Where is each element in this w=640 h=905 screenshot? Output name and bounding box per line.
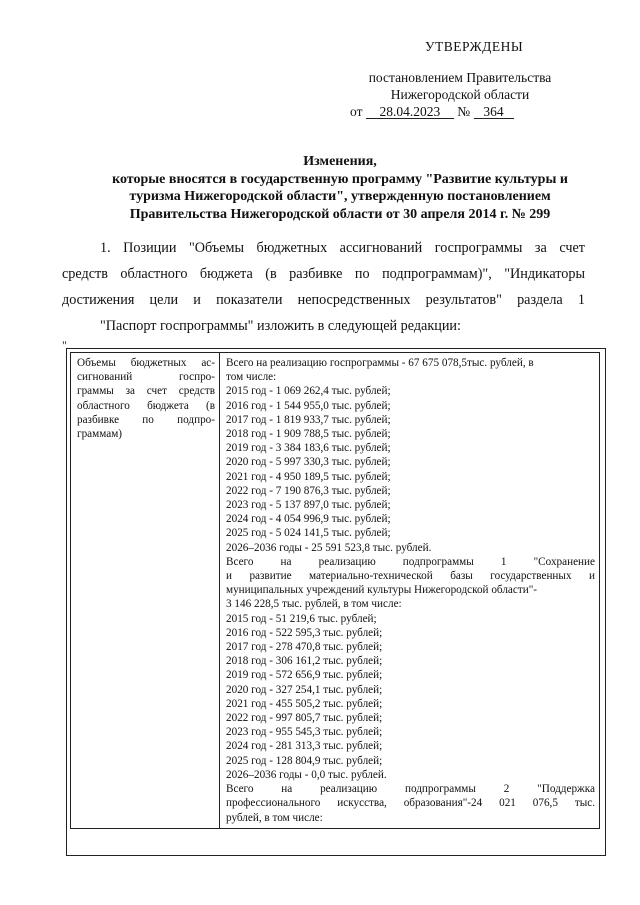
year-line: 2017 год - 1 819 933,7 тыс. рублей; [226, 413, 391, 426]
sub1-line-4: 3 146 228,5 тыс. рублей, в том числе: [226, 598, 402, 611]
approval-line-1: постановлением Правительства [368, 70, 552, 85]
heading-line-1: Изменения, [303, 154, 377, 169]
year-line: 2025 год - 5 024 141,5 тыс. рублей; [226, 527, 391, 540]
approval-date: 28.04.2023 [366, 105, 454, 119]
opening-quote: " [62, 338, 67, 352]
heading-line-2: которые вносятся в государственную программу "Развитие культуры и [112, 171, 568, 187]
year-line: 2022 год - 7 190 876,3 тыс. рублей; [226, 484, 391, 497]
label-line: граммам) [77, 428, 123, 441]
heading-line-4: Правительства Нижегородской области от 30 апреля 2014 г. № 299 [129, 206, 551, 222]
para-line-1: 1. Позиции "Объемы бюджетных ассигнований госпрограммы за счет [100, 240, 585, 256]
total-line-2: том числе: [226, 371, 277, 384]
table-row [71, 353, 600, 829]
label-line: Объемы бюджетных ас- [77, 357, 215, 369]
from-label: от [350, 104, 363, 119]
row-label-cell [71, 353, 220, 829]
para-line-2: средств областного бюджета (в разбивке по подпрограммам)", "Индикаторы [62, 266, 585, 282]
year-line: 2019 год - 572 656,9 тыс. рублей; [226, 669, 383, 682]
year-line: 2019 год - 3 384 183,6 тыс. рублей; [226, 442, 391, 455]
year-line: 2016 год - 522 595,3 тыс. рублей; [226, 626, 383, 639]
passport-table [70, 352, 600, 829]
year-line: 2021 год - 4 950 189,5 тыс. рублей; [226, 470, 391, 483]
year-line: 2020 год - 327 254,1 тыс. рублей; [226, 683, 383, 696]
para-line-4: "Паспорт госпрограммы" изложить в следующей редакции: [100, 318, 461, 334]
year-line: 2021 год - 455 505,2 тыс. рублей; [226, 697, 383, 710]
year-line: 2015 год - 1 069 262,4 тыс. рублей; [226, 385, 391, 398]
year-line: 2023 год - 955 545,3 тыс. рублей; [226, 726, 383, 739]
heading-line-3: туризма Нижегородской области", утвержденную постановлением [129, 189, 551, 204]
total-line-1: Всего на реализацию госпрограммы - 67 675 078,5тыс. рублей, в [226, 357, 534, 369]
number-label: № [457, 104, 471, 119]
document-heading [70, 153, 610, 223]
approval-date-line [350, 103, 590, 123]
sub2-line-2: профессионального искусства, образования"-24 021 076,5 тыс. [226, 797, 595, 810]
approval-block [330, 38, 590, 123]
sub2-line-3: рублей, в том числе: [226, 811, 323, 824]
sub2-line-1: Всего на реализацию подпрограммы 2 "Поддержка [226, 783, 595, 796]
label-line: граммы за счет средств [77, 385, 215, 398]
sub1-line-1: Всего на реализацию подпрограммы 1 "Сохранение [226, 555, 595, 568]
approval-title: УТВЕРЖДЕНЫ [425, 39, 524, 54]
year-line: 2020 год - 5 997 330,3 тыс. рублей; [226, 456, 391, 469]
year-line: 2017 год - 278 470,8 тыс. рублей; [226, 641, 383, 654]
intro-paragraph [62, 235, 585, 339]
year-line: 2026–2036 годы - 0,0 тыс. рублей. [226, 768, 387, 781]
year-line: 2022 год - 997 805,7 тыс. рублей; [226, 712, 383, 725]
label-line: областного бюджета (в [77, 399, 215, 412]
sub1-line-2: и развитие материально-технической базы государственных и [226, 570, 595, 583]
row-value-cell [220, 353, 600, 829]
approval-number: 364 [474, 105, 514, 119]
year-line: 2026–2036 годы - 25 591 523,8 тыс. рублей. [226, 541, 432, 554]
para-line-3: достижения цели и показатели непосредственных результатов" раздела 1 [62, 292, 585, 308]
year-line: 2023 год - 5 137 897,0 тыс. рублей; [226, 499, 391, 512]
year-line: 2025 год - 128 804,9 тыс. рублей; [226, 754, 383, 767]
year-line: 2024 год - 281 313,3 тыс. рублей; [226, 740, 383, 753]
approval-line-2: Нижегородской области [390, 87, 530, 102]
sub1-line-3: муниципальных учреждений культуры Нижегородской области"- [226, 584, 538, 597]
label-line: сигнований госпро- [77, 371, 215, 384]
year-line: 2016 год - 1 544 955,0 тыс. рублей; [226, 399, 391, 412]
year-line: 2024 год - 4 054 996,9 тыс. рублей; [226, 513, 391, 526]
year-line: 2015 год - 51 219,6 тыс. рублей; [226, 612, 377, 625]
label-line: разбивке по подпро- [77, 413, 215, 426]
year-line: 2018 год - 306 161,2 тыс. рублей; [226, 655, 383, 668]
year-line: 2018 год - 1 909 788,5 тыс. рублей; [226, 428, 391, 441]
